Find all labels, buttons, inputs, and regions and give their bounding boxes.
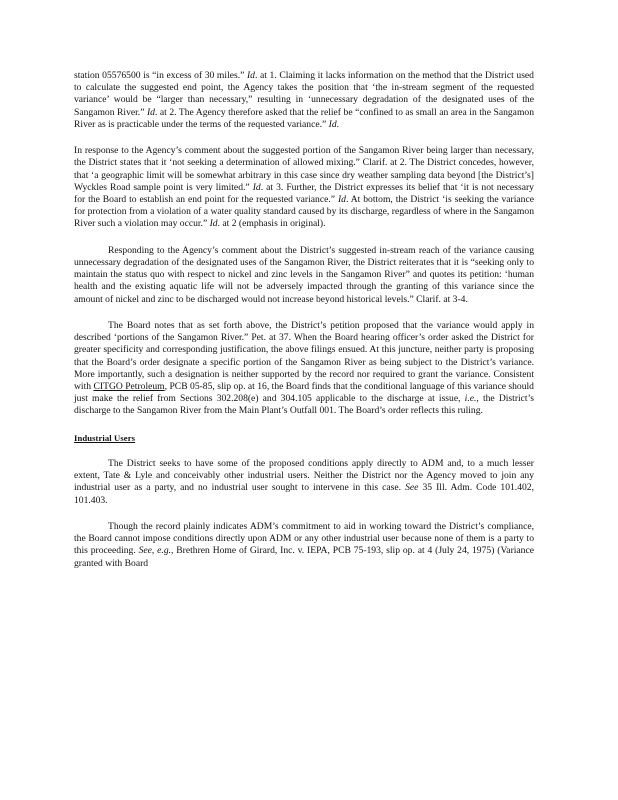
italic-citation: Id [252,181,261,193]
text-run: . at 2. The Agency therefore asked that the relief be “confined to as small an area in the Sangamon River as is practicable under the terms of the requested variance.” [74,106,534,130]
text-run: , PCB 05-85, slip op. at 16, the Board finds that the conditional language of this variance should just make the relief from Sections 302.208(e) and 304.105 applicable to the discharge at issue, [74,381,534,405]
text-run: Responding to the Agency’s comment about the District’s suggested in-stream reach of the variance causing unnecessary degradation of the designated uses of the Sangamon River, the District reiterates that it is “seeking only to maintain the status quo with respect to nickel and zinc levels in the Sangamon River” and quotes its petition: ‘human health and the existing aquatic life will not be adversely impacted through the granting of this variance since the amount of nickel and zinc to be discharged would not increase beyond historical levels.” Clarif. at 3-4. [74,244,534,305]
document-body [74,70,534,584]
text-run: The Board notes that as set forth above, the District’s petition proposed that the variance would apply in described ‘portions of the Sangamon River.” Pet. at 37. When the Board hearing officer’s order asked the District for greater specificity and corresponding justification, the above filings ensued. At this juncture, neither party is proposing that the Board’s order designate a specific portion of the Sangamon River as being subject to the District’s variance. More importantly, such a designation is neither supported by the record nor required to grant the variance. Consistent with [74,320,534,393]
text-run: , the District’s discharge to the Sangamon River from the Main Plant’s Outfall 001. The Board’s order reflects this ruling. [74,393,534,417]
text-run: station 05576500 is “in excess of 30 miles.” [74,70,247,81]
italic-citation: Id [328,118,337,130]
text-run: Though the record plainly indicates ADM’s commitment to aid in working toward the District’s compliance, the Board cannot impose conditions directly upon ADM or any other industrial user because none of them is a party to this proceeding. [74,521,534,557]
text-run: . at 1. Claiming it lacks information on the method that the District used to calculate the suggested end point, the Agency takes the position that ‘the in-stream segment of the requested variance’ would be “larger than necessary,” resulting in ‘unnecessary degradation of the designated uses of the Sangamon River.” [74,70,534,118]
italic-citation: See [138,545,152,557]
italic-citation: Id [146,106,155,118]
text-run: . At bottom, the District ‘is seeking the variance for protection from a violation of a water quality standard caused by its discharge, regardless of where in the Sangamon River such a violation may occur.” [74,194,534,230]
text-run: , [151,545,158,557]
section-heading [74,432,534,444]
text-run: , Brethren Home of Girard, Inc. v. IEPA, PCB 75-193, slip op. at 4 (July 24, 1975) (Variance granted with Board [74,545,534,569]
paragraph [74,521,534,570]
italic-citation: Id [246,70,255,81]
paragraph [74,70,534,131]
paragraph [74,320,534,418]
italic-citation: i.e. [464,393,477,405]
italic-citation: Id [337,194,346,206]
paragraph [74,245,534,306]
text-run: . at 3. Further, the District expresses its belief that ‘it is not necessary for the Board to establish an end point for the requested variance.” [74,181,534,206]
text-run: . at 2 (emphasis in original). [217,218,326,230]
text-run: Industrial Users [74,432,136,443]
italic-citation: See [405,482,419,494]
text-run: 35 Ill. Adm. Code 101.402, 101.403. [74,482,534,506]
text-run: The District seeks to have some of the proposed conditions apply directly to ADM and, to a much lesser extent, Tate & Lyle and conceivably other industrial users. Neither the District nor the Agency moved to join any industrial user as a party, and no industrial user sought to intervene in this case. [74,458,534,494]
italic-citation: e.g. [157,545,172,557]
paragraph [74,458,534,507]
paragraph [74,145,534,230]
text-run: In response to the Agency’s comment about the suggested portion of the Sangamon River being larger than necessary, the District states that it ‘not seeking a determination of allowed mixing.” Clarif. at 2. The District concedes, however, that ‘a geographic limit will be somewhat arbitrary in this case since dry weather sampling data beyond [the District’s] Wyckles Road sample point is very limited.” [74,145,534,193]
italic-citation: Id [209,218,218,230]
text-run: . [336,118,340,130]
case-citation: CITGO Petroleum [93,381,165,393]
